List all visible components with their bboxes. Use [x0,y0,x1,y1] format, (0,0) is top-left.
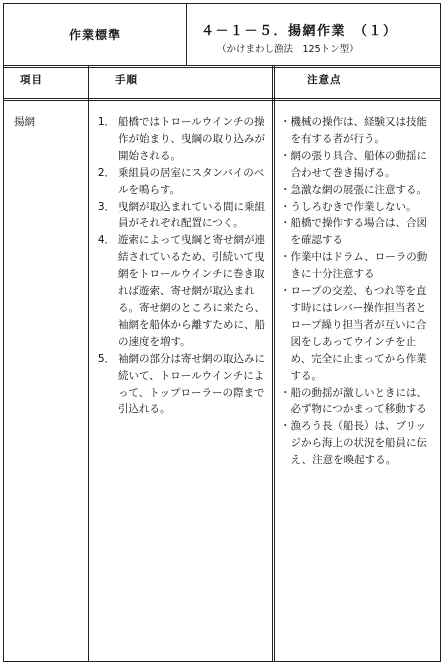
note-item [280,199,436,216]
note-text: うしろむきで作業しない。 [290,200,417,213]
notes-list [280,114,436,469]
note-text: 船橋で操作する場合は、合図を確認する [290,217,427,247]
step-number: 2． [97,166,115,179]
note-item [280,215,436,249]
note-item [280,418,436,469]
step-item [93,165,269,199]
page-subtitle: （かけまわし漁法 125トン型） [217,44,359,55]
divider [4,98,440,99]
note-item [280,283,436,384]
step-item [93,232,269,350]
step-number: 3． [97,200,115,213]
step-item [93,199,269,233]
note-item [280,114,436,148]
note-item [280,249,436,283]
note-item [280,182,436,199]
column-divider [272,65,273,661]
column-header-steps: 手順 [115,74,138,86]
step-text: 乗組員の居室にスタンバイのベルを鳴らす。 [118,166,265,196]
step-item [93,351,269,419]
bullet-icon: ・ [280,386,291,399]
column-divider [88,65,89,661]
note-text: 作業中はドラム、ローラの動きに十分注意する [290,251,428,281]
step-item [93,114,269,165]
bullet-icon: ・ [280,420,291,433]
note-text: 船の動揺が激しいときには、必ず物につかまって移動する [290,386,427,416]
steps-list [93,114,269,418]
divider [4,100,440,101]
note-text: 機械の操作は、経験又は技能を有する者が行う。 [290,116,427,145]
step-number: 1． [97,116,115,128]
note-item [280,148,436,182]
header-title-cell [187,4,440,65]
divider [4,65,440,66]
bullet-icon: ・ [280,149,291,162]
column-header-notes: 注意点 [307,74,342,86]
note-item [280,385,436,419]
page-title: ４－１－５．揚網作業 （１） [201,24,398,39]
step-text: 船橋ではトロールウインチの操作が始まり、曳綱の取り込みが開始される。 [118,116,265,162]
step-text: 曳網が取込まれている間に乗組員がそれぞれ配置につく。 [118,200,265,230]
step-text: 遊索によって曳綱と寄せ網が連結されているため、引続いて曳網をトロールウインチに巻き取れば遊索、寄せ網が取込まれる。寄せ網のところに来たら、袖網を船体から離すために、船の速度を増す。 [118,234,265,348]
step-number: 4． [97,234,115,247]
note-text: 漁ろう長（船長）は、ブリッジから海上の状況を船員に伝え、注意を喚起する。 [290,420,427,467]
step-text: 袖網の部分は寄せ網の取込みに続いて、トロールウインチによって、トップローラーの際まで引込れる。 [118,352,265,416]
bullet-icon: ・ [280,251,291,264]
note-text: 網の張り具合、船体の動揺に合わせて巻き揚げる。 [290,149,427,179]
bullet-icon: ・ [280,200,291,213]
row-item-label: 揚網 [14,116,35,128]
bullet-icon: ・ [280,285,291,298]
column-header-item: 項目 [20,74,43,86]
note-text: 急激な網の展張に注意する。 [290,183,427,196]
bullet-icon: ・ [280,116,291,128]
work-standard-sheet [3,3,441,662]
bullet-icon: ・ [280,183,291,196]
header-label: 作業標準 [4,4,187,65]
step-number: 5． [97,352,115,365]
note-text: ロープの交差、もつれ等を直す時にはレバー操作担当者とロープ繰り担当者が互いに合図をしあってウインチを止め、完全に止まってから作業する。 [290,285,427,382]
column-divider [274,65,275,661]
bullet-icon: ・ [280,217,291,230]
divider [4,67,440,68]
